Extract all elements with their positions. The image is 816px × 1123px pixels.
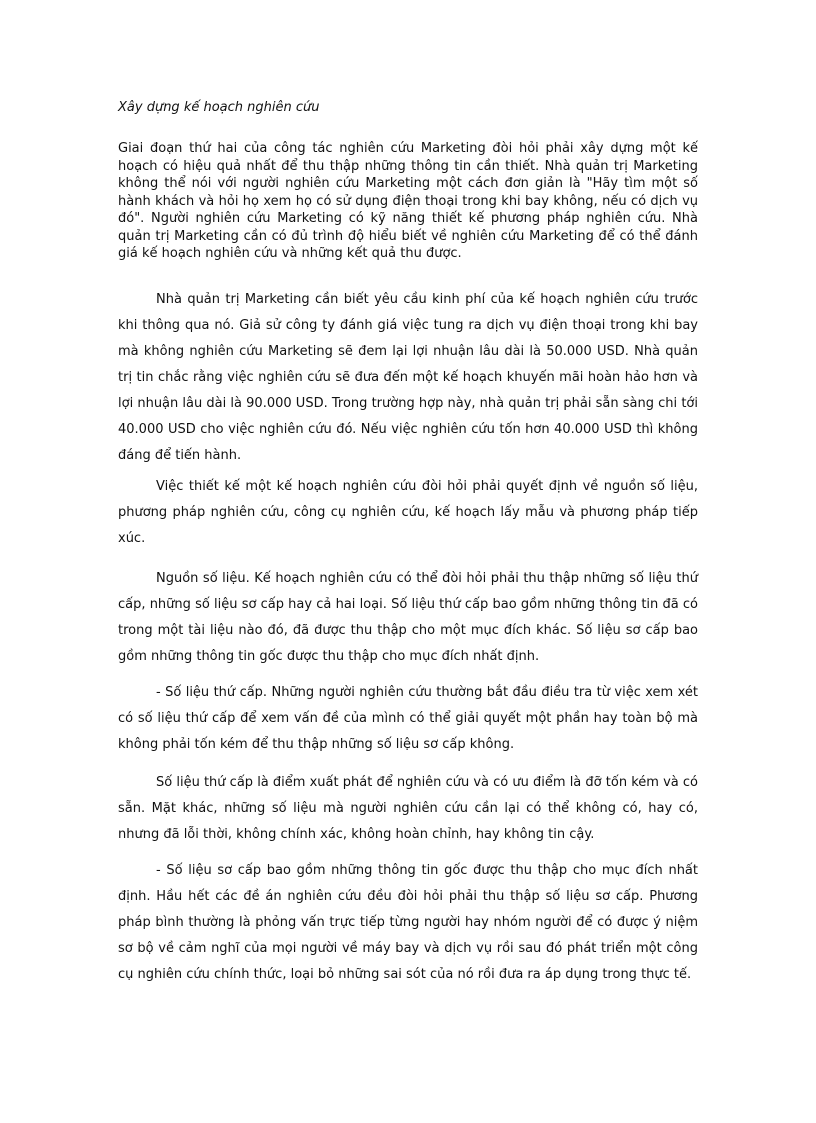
intro-paragraph: Giai đoạn thứ hai của công tác nghiên cứu Marketing đòi hỏi phải xây dựng một kế hoạch có hiệu quả nhất để thu thập những thông tin cần thiết. Nhà quản trị Marketing không thể nói với người nghiên cứu Marketing một cách đơn giản là "Hãy tìm một số hành khách và hỏi họ xem họ có sử dụng điện thoại trong khi bay không, nếu có dịch vụ đó". Người nghiên cứu Marketing có kỹ năng thiết kế phương pháp nghiên cứu. Nhà quản trị Marketing cần có đủ trình độ hiểu biết về nghiên cứu Marketing để có thể đánh giá kế hoạch nghiên cứu và những kết quả thu được. <box>118 141 698 261</box>
paragraph-primary-data: - Số liệu sơ cấp bao gồm những thông tin gốc được thu thập cho mục đích nhất định. Hầu hết các đề án nghiên cứu đều đòi hỏi phải thu thập số liệu sơ cấp. Phương pháp bình thường là phỏng vấn trực tiếp từng người hay nhóm người để có được ý niệm sơ bộ về cảm nghĩ của mọi người về máy bay và dịch vụ rồi sau đó phát triển một công cụ nghiên cứu chính thức, loại bỏ những sai sót của nó rồi đưa ra áp dụng trong thực tế. <box>118 863 698 982</box>
paragraph-secondary-data: - Số liệu thứ cấp. Những người nghiên cứu thường bắt đầu điều tra từ việc xem xét có số liệu thứ cấp để xem vấn đề của mình có thể giải quyết một phần hay toàn bộ mà không phải tốn kém để thu thập những số liệu sơ cấp không. <box>118 685 698 752</box>
paragraph-data-sources: Nguồn số liệu. Kế hoạch nghiên cứu có thể đòi hỏi phải thu thập những số liệu thứ cấp, những số liệu sơ cấp hay cả hai loại. Số liệu thứ cấp bao gồm những thông tin đã có trong một tài liệu nào đó, đã được thu thập cho một mục đích khác. Số liệu sơ cấp bao gồm những thông tin gốc được thu thập cho mục đích nhất định. <box>118 571 698 664</box>
paragraph-secondary-data-pros-cons: Số liệu thứ cấp là điểm xuất phát để nghiên cứu và có ưu điểm là đỡ tốn kém và có sẵn. Mặt khác, những số liệu mà người nghiên cứu cần lại có thể không có, hay có, nhưng đã lỗi thời, không chính xác, không hoàn chỉnh, hay không tin cậy. <box>118 775 698 842</box>
paragraph-research-design: Việc thiết kế một kế hoạch nghiên cứu đòi hỏi phải quyết định về nguồn số liệu, phương pháp nghiên cứu, công cụ nghiên cứu, kế hoạch lấy mẫu và phương pháp tiếp xúc. <box>118 479 698 546</box>
section-heading: Xây dựng kế hoạch nghiên cứu <box>118 100 320 115</box>
paragraph-research-budget: Nhà quản trị Marketing cần biết yêu cầu kinh phí của kế hoạch nghiên cứu trước khi thông qua nó. Giả sử công ty đánh giá việc tung ra dịch vụ điện thoại trong khi bay mà không nghiên cứu Marketing sẽ đem lại lợi nhuận lâu dài là 50.000 USD. Nhà quản trị tin chắc rằng việc nghiên cứu sẽ đưa đến một kế hoạch khuyến mãi hoàn hảo hơn và lợi nhuận lâu dài là 90.000 USD. Trong trường hợp này, nhà quản trị phải sẵn sàng chi tới 40.000 USD cho việc nghiên cứu đó. Nếu việc nghiên cứu tốn hơn 40.000 USD thì không đáng để tiến hành. <box>118 292 698 463</box>
